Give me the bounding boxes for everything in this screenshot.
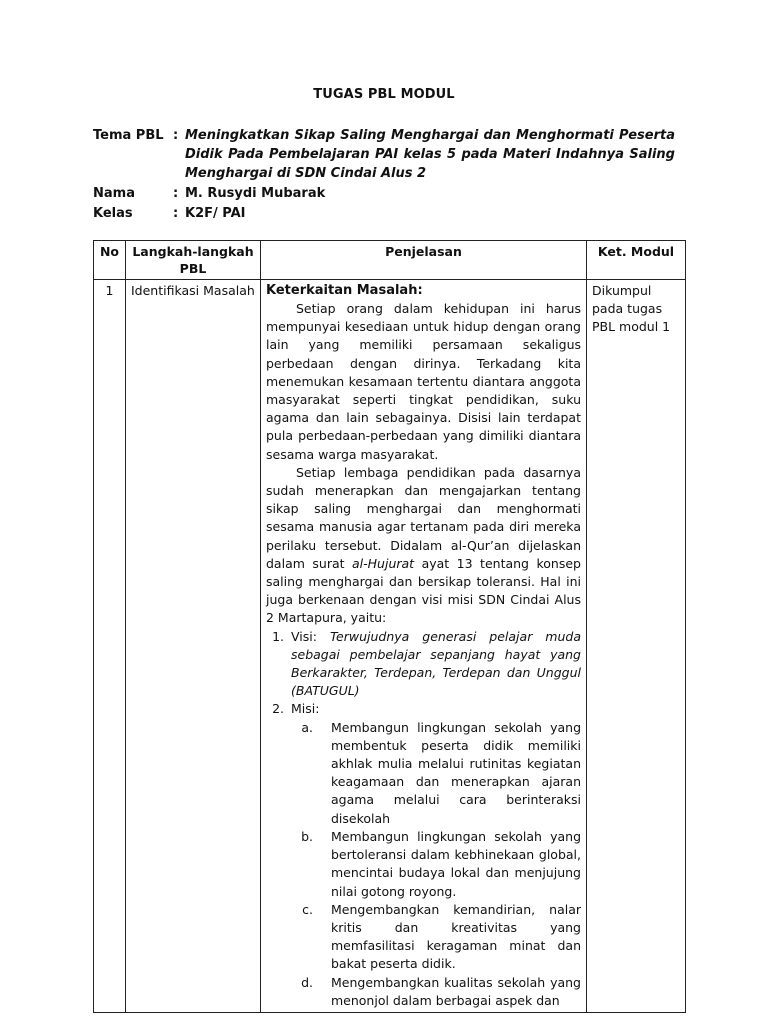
table-header-row	[94, 241, 686, 280]
vision-text: Terwujudnya generasi pelajar muda sebagai pembelajar sepanjang hayat yang Berkarakter, Terdepan, Terdepan dan Unggul (BATUGUL)	[291, 628, 582, 699]
paragraph-2	[266, 464, 581, 628]
row-step: Identifikasi Masalah	[126, 280, 261, 1013]
document-title: TUGAS PBL MODUL	[313, 87, 455, 102]
meta-row-name	[93, 184, 675, 203]
meta-label: Nama	[93, 186, 135, 201]
pbl-table	[93, 240, 686, 1013]
mission-c: c. Mengembangkan kemandirian, nalar kritis dan kreativitas yang memfasilitasi keragaman minat dan bakat peserta didik.	[317, 901, 581, 974]
theme-value: Meningkatkan Sikap Saling Menghargai dan Menghormati Peserta Didik Pada Pembelajaran PAI kelas 5 pada Materi Indahnya Saling Menghargai di SDN Cindai Alus 2	[185, 128, 675, 181]
paragraph-2-start: Setiap lembaga pendidikan pada dasarnya sudah menerapkan dan mengajarkan tentang sikap saling menghargai dan menghormati sesama manusia agar tertanam pada diri mereka perilaku tersebut. Didalam al-Qur’an dijelaskan dalam surat	[266, 464, 581, 571]
vision-item	[288, 628, 581, 701]
row-explanation	[261, 280, 587, 1013]
header-module: Ket. Modul	[587, 241, 686, 280]
mission-d: d. Mengembangkan kualitas sekolah yang menonjol dalam berbagai aspek dan	[317, 974, 581, 1010]
mission-list	[291, 719, 581, 1010]
paragraph-1: Setiap orang dalam kehidupan ini harus mempunyai kesediaan untuk hidup dengan orang lain yang memiliki persamaan sekaligus perbedaan dengan dirinya. Terkadang kita menemukan kesamaan tertentu diantara anggota masyarakat seperti tingkat pendidikan, suku agama dan lain sebagainya. Disisi lain terdapat pula perbedaan-perbedaan yang dimiliki diantara sesama warga masyarakat.	[266, 301, 581, 462]
document-meta	[93, 126, 675, 224]
meta-colon: :	[173, 206, 179, 221]
meta-label: Tema PBL	[93, 128, 164, 143]
header-explanation: Penjelasan	[261, 241, 587, 280]
mission-label: Misi:	[291, 701, 320, 717]
vision-label: Visi:	[291, 628, 330, 644]
name-value: M. Rusydi Mubarak	[185, 186, 326, 201]
header-no: No	[94, 241, 126, 280]
paragraph-2-end: ayat 13 tentang konsep saling menghargai dan bersikap toleransi. Hal ini juga berkenaan dengan visi misi SDN Cindai Alus 2 Martapura, yaitu:	[266, 555, 581, 626]
mission-b: b. Membangun lingkungan sekolah yang bertoleransi dalam kebhinekaan global, mencintai budaya lokal dan menjujung nilai gotong royong.	[317, 828, 581, 901]
header-step: Langkah-langkah PBL	[126, 241, 261, 280]
table-row	[94, 280, 686, 1013]
meta-row-theme	[93, 126, 675, 183]
mission-a: a. Membangun lingkungan sekolah yang membentuk peserta didik memiliki akhlak mulia melalui rutinitas kegiatan keagamaan dan menerapkan ajaran agama melalui cara berinteraksi disekolah	[317, 719, 581, 828]
row-module: Dikumpul pada tugas PBL modul 1	[587, 280, 686, 1013]
mission-item	[288, 700, 581, 1009]
explanation-heading: Keterkaitan Masalah:	[266, 283, 423, 298]
meta-colon: :	[173, 128, 179, 143]
vision-mission-list	[266, 628, 581, 1010]
surah-name: al-Hujurat	[352, 555, 415, 571]
meta-row-class	[93, 204, 675, 223]
meta-label: Kelas	[93, 206, 133, 221]
row-no: 1	[94, 280, 126, 1013]
meta-colon: :	[173, 186, 179, 201]
class-value: K2F/ PAI	[185, 206, 246, 221]
